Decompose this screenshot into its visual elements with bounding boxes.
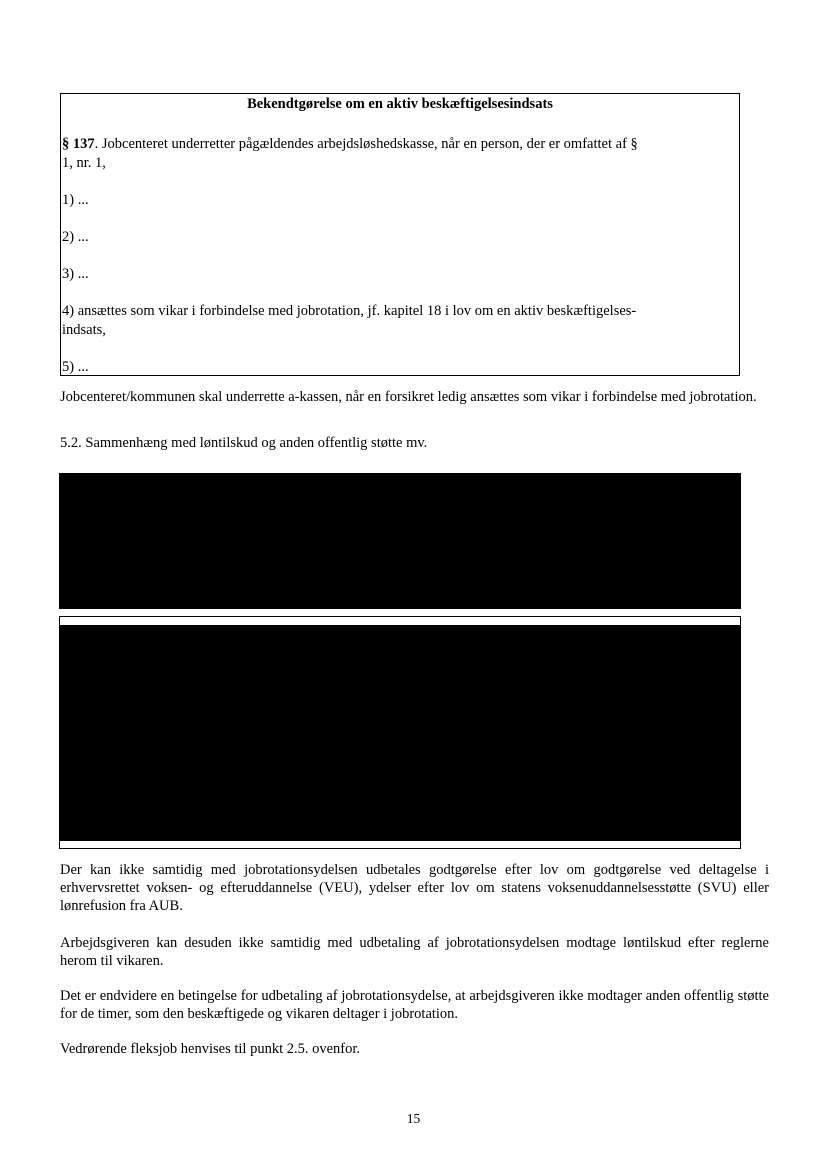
quoted-regulation-box — [60, 93, 740, 376]
list-item-4-line1: 4) ansættes som vikar i forbindelse med jobrotation, jf. kapitel 18 i lov om en aktiv beskæftigelses- — [62, 303, 637, 319]
page-number: 15 — [406, 1111, 421, 1126]
fleksjob-paragraph: Vedrørende fleksjob henvises til punkt 2.5. ovenfor. — [60, 1041, 361, 1057]
section-continuation: 1, nr. 1, — [62, 155, 106, 171]
redacted-block — [60, 625, 740, 841]
list-item-5: 5) ... — [62, 359, 89, 375]
list-item-4-line2: indsats, — [62, 322, 106, 338]
loentilskud-paragraph: Arbejdsgiveren kan desuden ikke samtidig med udbetaling af jobrotationsydelsen modtage løntilskud efter reglerne herom til vikaren. — [60, 935, 769, 969]
veu-paragraph: Der kan ikke samtidig med jobrotationsydelsen udbetales godtgørelse efter lov om godtgørelse ved deltagelse i erhvervsrettet voksen- og efteruddannelse (VEU), ydelser efter lov om statens voksenuddannelsesstøtte (SVU) eller lønrefusion fra AUB. — [60, 862, 769, 914]
notification-paragraph: Jobcenteret/kommunen skal underrette a-kassen, når en forsikret ledig ansættes som vikar i forbindelse med jobrotation. — [60, 389, 757, 405]
regulation-title: Bekendtgørelse om en aktiv beskæftigelsesindsats — [247, 96, 553, 112]
redacted-block — [59, 473, 741, 609]
section-number: § 137 — [62, 136, 95, 152]
list-item: 1) ... — [62, 192, 89, 208]
list-item: 3) ... — [62, 266, 89, 282]
section-137-line — [62, 135, 727, 154]
section-text: . Jobcenteret underretter pågældendes arbejdsløshedskasse, når en person, der er omfattet af § — [94, 136, 638, 152]
redaction-frame — [59, 616, 741, 849]
section-heading: 5.2. Sammenhæng med løntilskud og anden offentlig støtte mv. — [60, 435, 428, 451]
list-item: 2) ... — [62, 229, 89, 245]
offentlig-stoette-paragraph: Det er endvidere en betingelse for udbetaling af jobrotationsydelse, at arbejdsgiveren ikke modtager anden offentlig støtte for de timer, som den beskæftigede og vikaren deltager i jobrotation. — [60, 988, 769, 1022]
